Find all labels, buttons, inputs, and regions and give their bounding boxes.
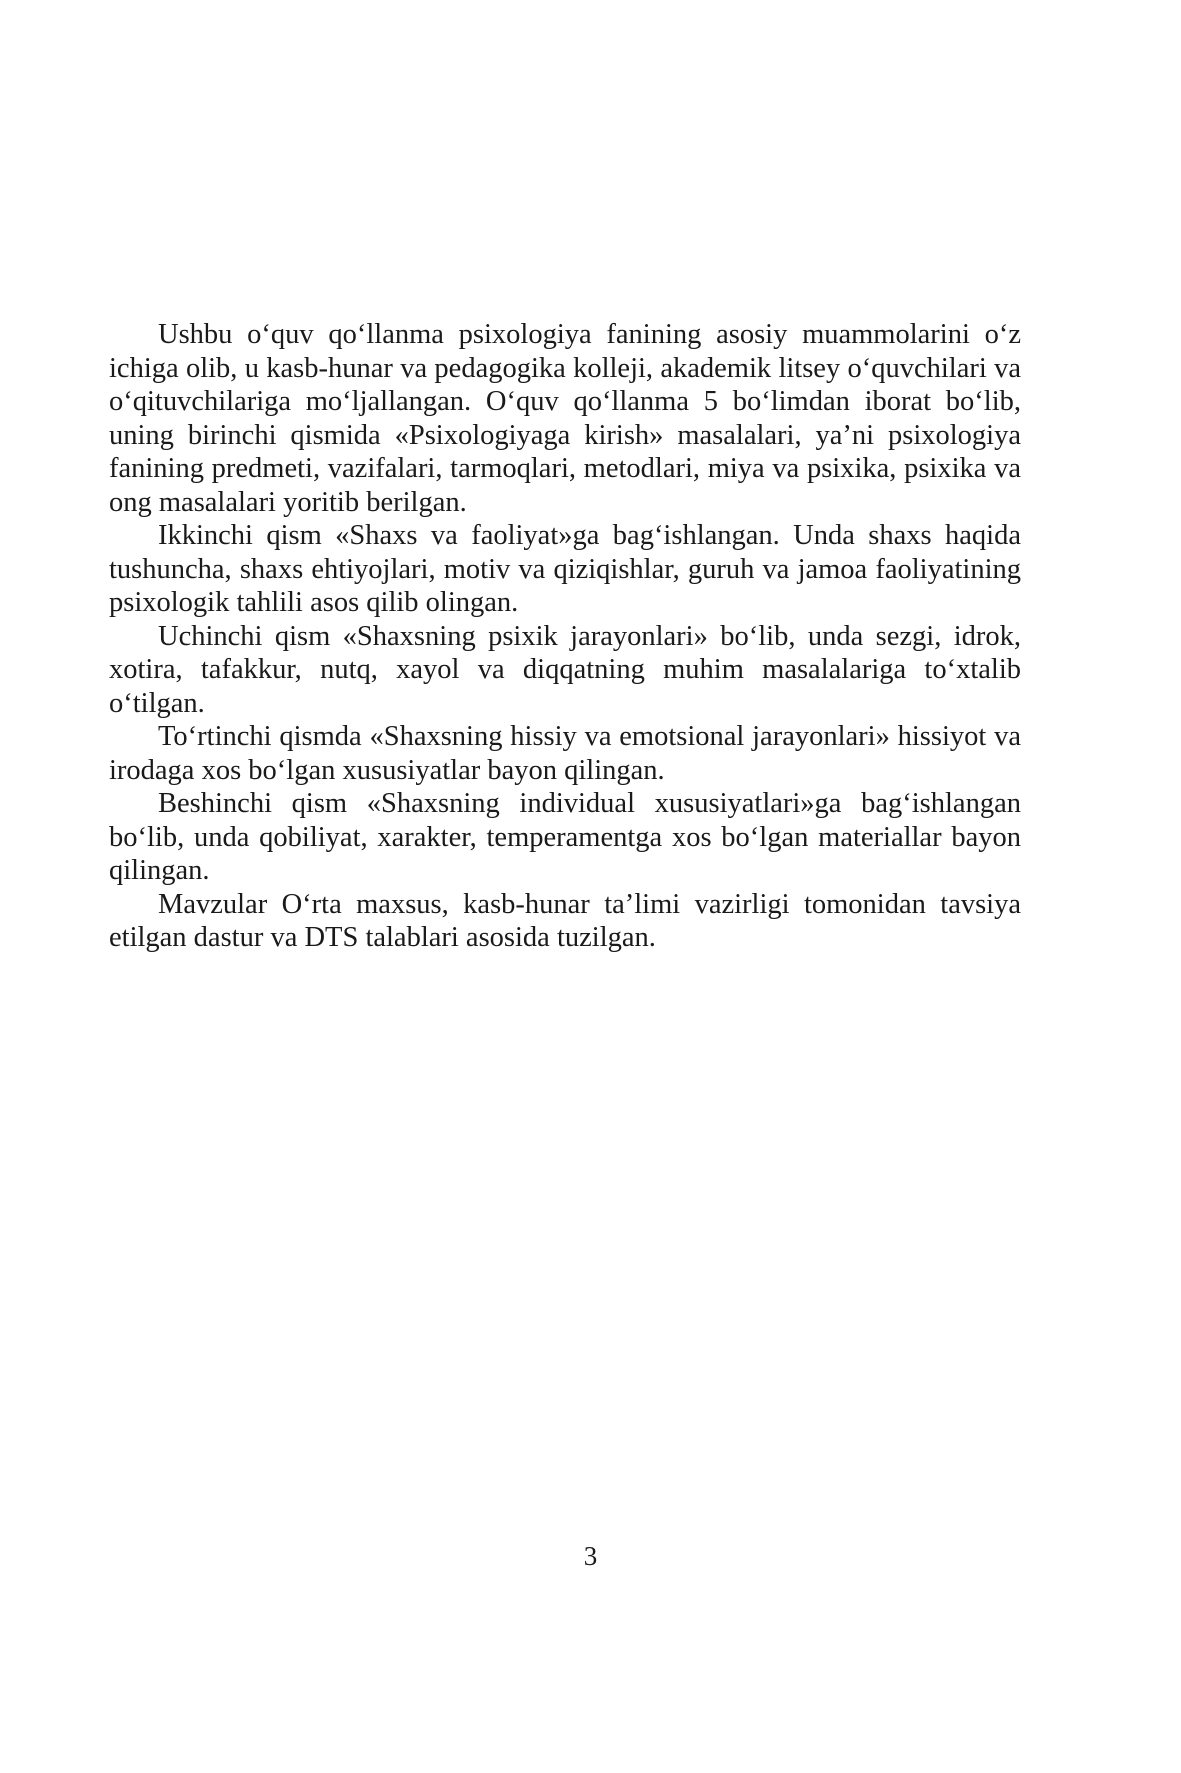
paragraph-intro: Ushbu o‘quv qo‘llanma psixologiya fanining asosiy muammolarini o‘z ichiga olib, u kasb-hunar va pedagogika kolleji, akademik litsey o‘quvchilari va o‘qituvchilariga mo‘ljallangan. O‘quv qo‘llanma 5 bo‘limdan iborat bo‘lib, uning birinchi qismida «Psixologiyaga kirish» masalalari, ya’ni psixologiya fanining predmeti, vazifalari, tarmoqlari, metodlari, miya va psixika, psixika va ong masalalari yoritib berilgan. (109, 319, 1021, 518)
paragraph-part-five: Beshinchi qism «Shaxsning individual xususiyatlari»ga bag‘ishlangan bo‘lib, unda qobiliyat, xarakter, temperamentga xos bo‘lgan materiallar bayon qilingan. (109, 788, 1021, 886)
page-number: 3 (583, 1541, 598, 1571)
paragraph-part-three: Uchinchi qism «Shaxsning psixik jarayonlari» bo‘lib, unda sezgi, idrok, xotira, tafakkur, nutq, xayol va diqqatning muhim masalalariga to‘xtalib o‘tilgan. (109, 620, 1021, 719)
body-text (109, 318, 1021, 955)
paragraph-topics: Mavzular O‘rta maxsus, kasb-hunar ta’limi vazirligi tomonidan tavsiya etilgan dastur va DTS talablari asosida tuzilgan. (109, 888, 1021, 953)
paragraph-part-four: To‘rtinchi qismda «Shaxsning hissiy va emotsional jarayonlari» hissiyot va irodaga xos bo‘lgan xususiyatlar bayon qilingan. (109, 721, 1021, 786)
paragraph-part-two: Ikkinchi qism «Shaxs va faoliyat»ga bag‘ishlangan. Unda shaxs haqida tushuncha, shaxs ehtiyojlari, motiv va qiziqishlar, guruh va jamoa faoliyatining psixologik tahlili asos qilib olingan. (109, 520, 1021, 618)
